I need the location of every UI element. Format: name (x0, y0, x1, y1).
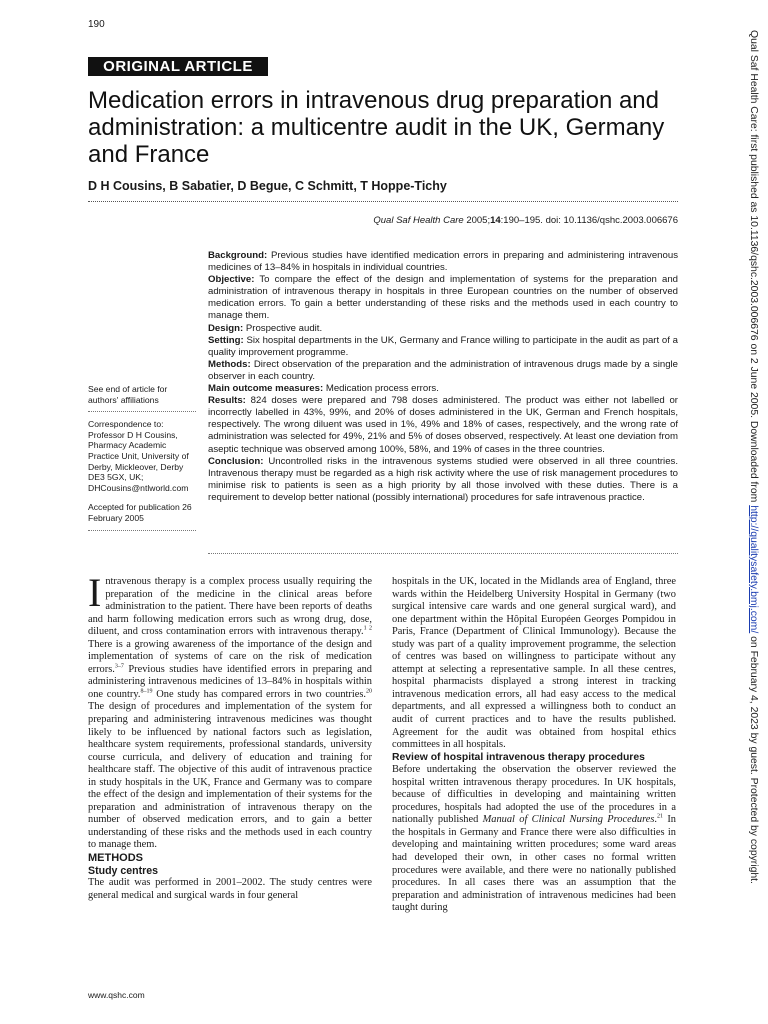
drop-cap: I (88, 570, 102, 615)
citation-line (88, 215, 678, 226)
citation-year: 2005; (466, 215, 491, 226)
body-column-right (392, 576, 676, 915)
side-download-notice: Qual Saf Health Care: first published as 10.1136/qshc.2003.006676 on 2 June 2005. Downloaded from http://qualitysafety.bmj.com/ on February 4, 2023 by guest. Protected by copyright. (748, 30, 759, 884)
affiliations-note: See end of article for authors' affiliations (88, 384, 168, 405)
correspondence-note: Correspondence to: Professor D H Cousins, Pharmacy Academic Practice Unit, University of Derby, Mickleover, Derby DE3 5GX, UK; DHCousins@ntlworld.com (88, 419, 189, 493)
abstract-divider (208, 553, 678, 554)
study-centres-paragraph: The audit was performed in 2001–2002. The study centres were general medical and surgical wards in four general (88, 877, 372, 901)
abstract-methods: Methods: Direct observation of the preparation and the administration of intravenous drugs made by a single observer in each country. (208, 358, 678, 382)
accepted-note: Accepted for publication 26 February 2005 (88, 502, 192, 523)
abstract-setting: Setting: Six hospital departments in the UK, Germany and France willing to participate in the audit as part of a quality improvement programme. (208, 334, 678, 358)
methods-heading: METHODS (88, 852, 143, 865)
article-title: Medication errors in intravenous drug preparation and administration: a multicentre audit in the UK, Germany and France (88, 87, 665, 168)
review-heading: Review of hospital intravenous therapy procedures (392, 751, 645, 763)
download-link[interactable]: http://qualitysafety.bmj.com/ (748, 505, 759, 634)
footer-url: www.qshc.com (88, 990, 145, 1000)
sidenotes (88, 384, 196, 538)
abstract-background: Background: Previous studies have identified medication errors in preparing and administering intravenous medicines of 13–84% in hospitals in individual countries. (208, 250, 678, 274)
study-centres-heading: Study centres (88, 864, 159, 877)
body-column-left (88, 570, 373, 902)
citation-volume: 14 (490, 215, 501, 226)
abstract-design: Design: Prospective audit. (208, 322, 323, 334)
abstract-conclusion: Conclusion: Uncontrolled risks in the intravenous systems studied were observed in all three countries. Intravenous therapy must be regarded as a high risk activity where the use of risk management procedures to minimise risk to patients is seen as a high priority by all those involved with these duties. There is a requirement to develop better national (possibly international) procedures for safe intravenous practice. (208, 455, 678, 503)
author-list: D H Cousins, B Sabatier, D Begue, C Schmitt, T Hoppe-Tichy (88, 179, 447, 193)
title-divider (88, 201, 678, 202)
page-number: 190 (88, 19, 105, 30)
citation-pages: :190–195. doi: 10.1136/qshc.2003.006676 (500, 215, 678, 226)
review-paragraph: Before undertaking the observation the observer reviewed the hospital written intravenous therapy procedures. In UK hospitals, because of difficulties in developing and maintaining written procedures, hospitals had adopted the use of the procedures in a nationally published Manual of Clinical Nursing Procedures.$^{21}$ In the hospitals in Germany and France there were also difficulties in developing and maintaining written procedures; some ward areas had developed their own, in other cases no formal written procedures were available, and there were no nationally published procedures. In all cases there was an assumption that the preparation and administration of intravenous medicines had been taught during (392, 764, 676, 914)
intro-paragraph: Intravenous therapy is a complex process usually requiring the preparation of the medicine in the clinical areas before administration to the patient. There have been reports of deaths and harm following medication errors such as wrong drug, dose, diluent, and cross contamination errors with intravenous therapy.$^{1 2}$ There is a growing awareness of the importance of the design and implementation of systems of care on the risk of medication errors.$^{3-7}$ Previous studies have identified errors in preparing and administering intravenous medicines of 13–84% in hospitals within one country.$^{8-19}$ One study has compared errors in two countries.$^{20}$ The design of procedures and implementation of the system for preparing and administering intravenous medicines was thought likely to be influenced by national factors such as legislation, healthcare system requirements, professional standards, university course curricula, and delivery of education and training for healthcare staff. The objective of this audit of intravenous practice in study hospitals in the UK, France and Germany was to compare the effect of the design and implementation of their systems for the preparation and administration of intravenous therapy on the number of observed medication errors, and to gain a better understanding of these risks and the methods used in each country to manage them. (88, 570, 373, 851)
citation-journal: Qual Saf Health Care (373, 215, 464, 226)
abstract (208, 250, 678, 504)
abstract-results: Results: 824 doses were prepared and 798 doses administered. The product was either not labelled or incorrectly labelled in 43%, 99%, and 20% of doses administered in the UK, German and French hospitals, respectively. The wrong diluent was used in 1%, 49% and 18% of cases, respectively, and the wrong rate of administration was selected for 49%, 21% and 5% of doses observed, respectively. At least one deviation from aseptic technique was observed among 100%, 58%, and 19% of cases in the three countries. (208, 395, 678, 455)
sidenote-divider (88, 411, 196, 412)
abstract-objective: Objective: To compare the effect of the design and implementation of systems for the preparation and administration of intravenous therapy in hospitals in three European countries on the number of observed medication errors. To gain a better understanding of these risks and the methods used in each country to manage them. (208, 274, 678, 322)
sidenote-divider (88, 530, 196, 531)
abstract-outcome: Main outcome measures: Medication process errors. (208, 383, 439, 395)
study-centres-continued: hospitals in the UK, located in the Midlands area of England, three wards within the Heidelberg University Hospital in Germany (two surgical intensive care wards and one general surgical ward), and one department within the Hôpital Européen Georges Pompidou in Paris, France (Department of Clinical Immunology). Because the study was part of a quality improvement programme, the selection of centres was based on willingness to participate without any attempt at selecting a representative sample. In all these centres, hospital pharmacists displayed a strong interest in tracking intravenous medication errors, all had easy access to the medical departments, and all expressed a willingness both to conduct an audit of current practices and to have the results published. Agreement for the audit was obtained from hospital ethics committees in all hospitals. (392, 576, 676, 751)
section-label: ORIGINAL ARTICLE (88, 57, 268, 76)
